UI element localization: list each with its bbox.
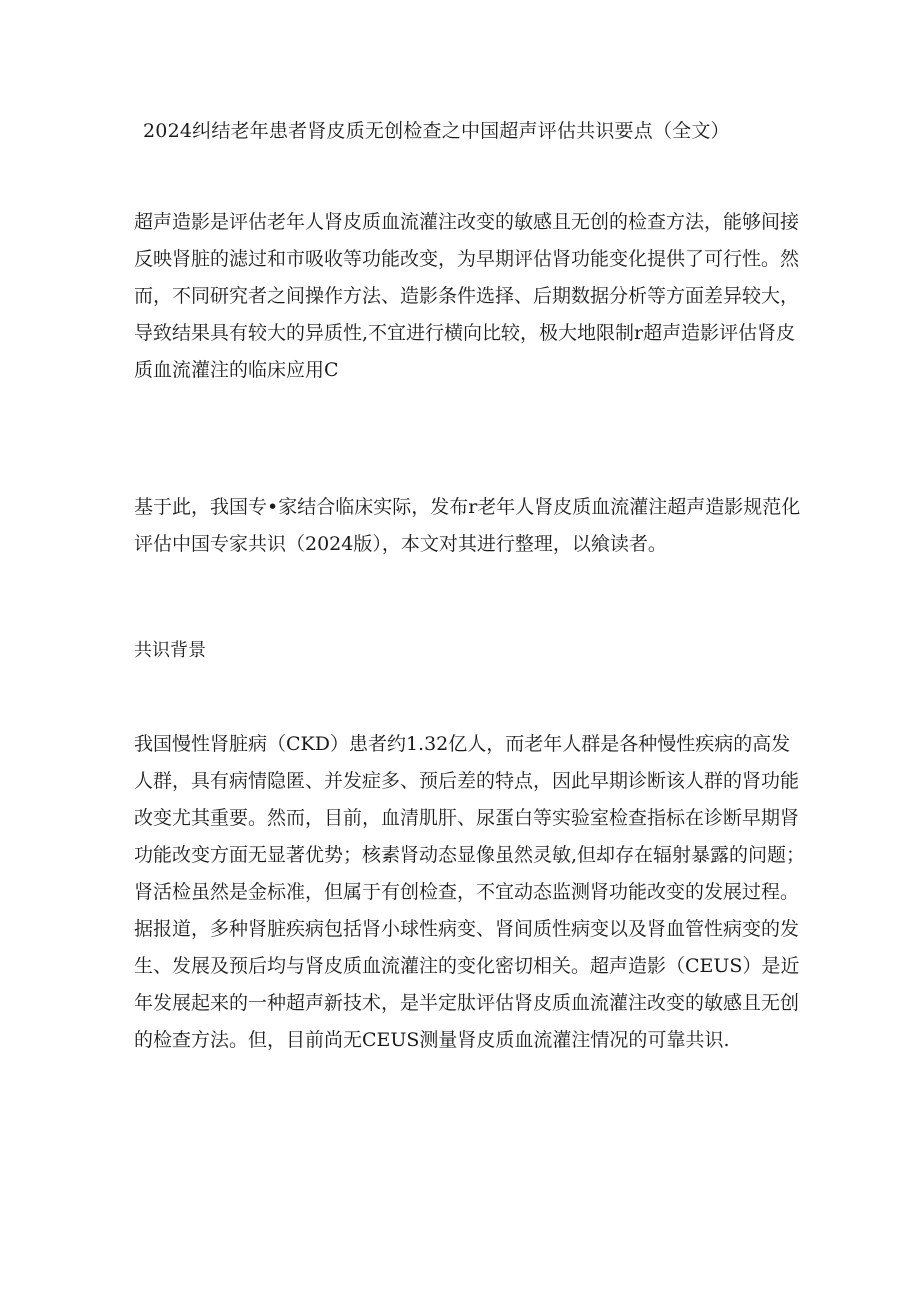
paragraph-consensus	[134, 489, 801, 563]
paragraph-line: 改变尤其重要。然而，目前，血清肌肝、尿蛋白等实验室检查指标在诊断早期肾	[134, 807, 800, 829]
paragraph-line: 生、发展及预后均与肾皮质血流灌注的变化密切相关。超声造影（CEUS）是近	[134, 955, 800, 977]
paragraph-line: 我国慢性肾脏病（CKD）患者约1.32亿人，而老年人群是各种慢性疾病的高发	[134, 733, 791, 755]
document-title: 2024纠结老年患者肾皮质无创检查之中国超声评估共识要点（全文）	[143, 120, 730, 142]
paragraph-line: 而，不同研究者之间操作方法、造影条件选择、后期数据分析等方面差异较大，	[134, 285, 800, 307]
paragraph-line: 超声造影是评估老年人肾皮质血流灌注改变的敏感且无创的检查方法，能够间接	[134, 211, 800, 233]
paragraph-intro	[134, 204, 800, 389]
paragraph-line: 的检查方法。但，目前尚无CEUS测量肾皮质血流灌注情况的可靠共识.	[134, 1029, 730, 1051]
paragraph-line: 反映肾脏的滤过和市吸收等功能改变，为早期评估肾功能变化提供了可行性。然	[134, 248, 800, 270]
paragraph-line: 年发展起来的一种超声新技术，是半定肽评估肾皮质血流灌注改变的敏感且无创	[134, 992, 800, 1014]
paragraph-line: 导致结果具有较大的异质性,不宜进行横向比较，极大地限制r超声造影评估肾皮	[134, 322, 796, 344]
paragraph-background	[134, 726, 806, 1059]
paragraph-line: 功能改变方面无显著优势；核素肾动态显像虽然灵敏,但却存在辐射暴露的问题；	[134, 844, 806, 866]
paragraph-line: 基于此，我国专•家结合临床实际，发布r老年人肾皮质血流灌注超声造影规范化	[134, 496, 801, 518]
paragraph-line: 肾活检虽然是金标准，但属于有创检查，不宜动态监测肾功能改变的发展过程。	[134, 881, 800, 903]
paragraph-line: 质血流灌注的临床应用C	[134, 359, 339, 381]
paragraph-line: 据报道，多种肾脏疾病包括肾小球性病变、肾间质性病变以及肾血管性病变的发	[134, 918, 800, 940]
paragraph-line: 评估中国专家共识（2024版），本文对其进行整理，以飨读者。	[134, 533, 667, 555]
section-heading: 共识背景	[134, 640, 206, 661]
paragraph-line: 人群，具有病情隐匿、并发症多、预后差的特点，因此早期诊断该人群的肾功能	[134, 770, 800, 792]
